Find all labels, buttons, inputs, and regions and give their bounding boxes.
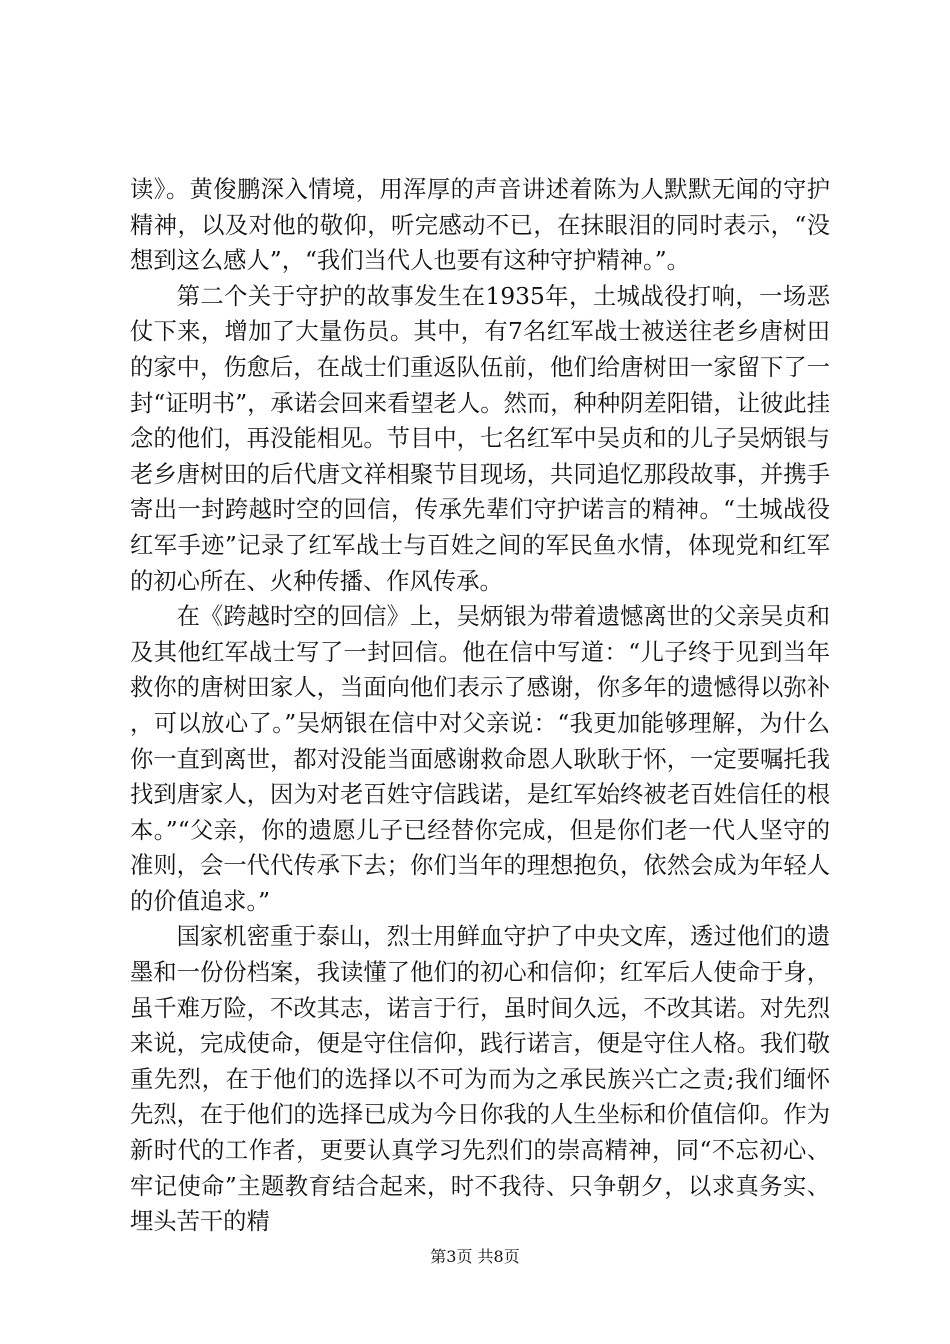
document-body [130,172,830,1240]
page-number-footer: 第3页 共8页 [430,1247,520,1266]
paragraph-tucheng-story: 第二个关于守护的故事发生在1935年，土城战役打响，一场恶仗下来，增加了大量伤员。其中，有7名红军战士被送往老乡唐树田的家中，伤愈后，在战士们重返队伍前，他们给唐树田一家留下了一封“证明书”，承诺会回来看望老人。然而，种种阴差阳错，让彼此挂念的他们，再没能相见。节目中，七名红军中吴贞和的儿子吴炳银与老乡唐树田的后代唐文祥相聚节目现场，共同追忆那段故事，并携手寄出一封跨越时空的回信，传承先辈们守护诺言的精神。“土城战役红军手迹”记录了红军战士与百姓之间的军民鱼水情，体现党和红军的初心所在、火种传播、作风传承。 [130,282,830,595]
paragraph-continued: 读》。黄俊鹏深入情境，用浑厚的声音讲述着陈为人默默无闻的守护精神，以及对他的敬仰，听完感动不已，在抹眼泪的同时表示，“没想到这么感人”，“我们当代人也要有这种守护精神。”。 [130,176,830,275]
paragraph-reply-letter: 在《跨越时空的回信》上，吴炳银为带着遗憾离世的父亲吴贞和及其他红军战士写了一封回信。他在信中写道：“儿子终于见到当年救你的唐树田家人，当面向他们表示了感谢，你多年的遗憾得以弥补，可以放心了。”吴炳银在信中对父亲说：“我更加能够理解，为什么你一直到离世，都对没能当面感谢救命恩人耿耿于怀，一定要嘱托我找到唐家人，因为对老百姓守信践诺，是红军始终被老百姓信任的根本。”“父亲，你的遗愿儿子已经替你完成，但是你们老一代人坚守的准则，会一代代传承下去；你们当年的理想抱负，依然会成为年轻人的价值追求。” [130,603,830,915]
paragraph-conclusion: 国家机密重于泰山，烈士用鲜血守护了中央文库，透过他们的遗墨和一份份档案，我读懂了他们的初心和信仰；红军后人使命于身，虽千难万险，不改其志，诺言于行，虽时间久远，不改其诺。对先烈来说，完成使命，便是守住信仰，践行诺言，便是守住人格。我们敬重先烈，在于他们的选择以不可为而为之承民族兴亡之责;我们缅怀先烈，在于他们的选择已成为今日你我的人生坐标和价值信仰。作为新时代的工作者，更要认真学习先烈们的崇高精神，同“不忘初心、牢记使命”主题教育结合起来，时不我待、只争朝夕，以求真务实、埋头苦干的精 [130,923,830,1236]
